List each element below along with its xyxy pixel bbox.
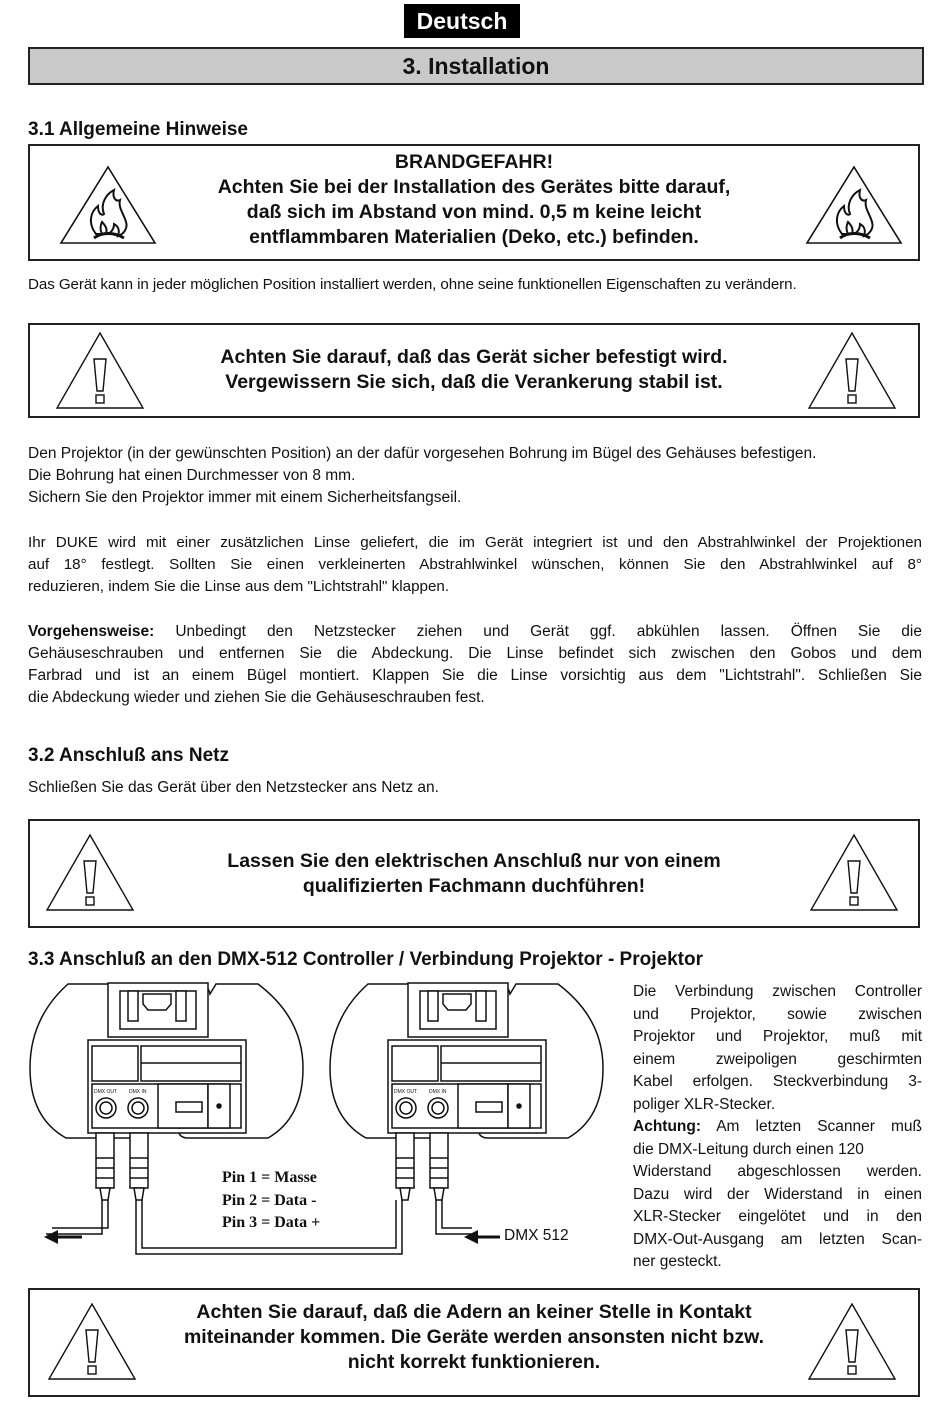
wiring-warning-text: Achten Sie darauf, daß die Adern an keiner Stelle in Kontakt miteinander kommen. Die Geräte werden ansonsten nicht bzw. nicht korrekt funktionieren. bbox=[183, 1301, 765, 1373]
fire-warning-box bbox=[28, 144, 920, 261]
exclamation-warning-icon bbox=[44, 833, 136, 913]
arrow-left-icon bbox=[44, 1230, 58, 1244]
fire-warning-text: BRANDGEFAHR! Achten Sie bei der Installation des Gerätes bitte darauf, daß sich im Abstand von mind. 0,5 m keine leicht entflammbaren Materialien (Deko, etc.) befinden. bbox=[170, 150, 778, 250]
language-label: Deutsch bbox=[404, 4, 520, 38]
mains-paragraph: Schließen Sie das Gerät über den Netzstecker ans Netz an. bbox=[28, 779, 439, 796]
projector-right bbox=[330, 983, 603, 1200]
exclamation-warning-icon bbox=[806, 331, 898, 411]
exclamation-warning-icon bbox=[808, 833, 900, 913]
exclamation-warning-icon bbox=[806, 1302, 898, 1382]
cable-out bbox=[46, 1200, 102, 1234]
fire-warning-icon bbox=[58, 164, 158, 246]
fire-warning-title: BRANDGEFAHR! bbox=[394, 151, 554, 173]
dmx-out-label: DMX OUT bbox=[94, 1089, 118, 1095]
mount-warning-text: Achten Sie darauf, daß das Gerät sicher befestigt wird. Vergewissern Sie sich, daß die Verankerung stabil ist. bbox=[220, 346, 728, 393]
chapter-title: 3. Installation bbox=[28, 47, 924, 85]
achtung-label: Achtung: bbox=[633, 1118, 702, 1135]
arrow-left-icon bbox=[464, 1230, 478, 1244]
exclamation-warning-icon bbox=[46, 1302, 138, 1382]
dmx-in-label: DMX IN bbox=[129, 1089, 147, 1095]
dmx-out-label: DMX OUT bbox=[394, 1089, 418, 1095]
fire-warning-icon bbox=[804, 164, 904, 246]
electrical-warning-box bbox=[28, 819, 920, 928]
dmx-in-label: DMX IN bbox=[429, 1089, 447, 1095]
electrical-warning-text: Lassen Sie den elektrischen Anschluß nur von einem qualifizierten Fachmann duchführen! bbox=[227, 850, 721, 897]
section-heading-3-3: 3.3 Anschluß an den DMX-512 Controller / Verbindung Projektor - Projektor bbox=[28, 949, 703, 970]
position-paragraph: Das Gerät kann in jeder möglichen Position installiert werden, ohne seine funktionellen Eigenschaften zu verändern. bbox=[28, 276, 797, 293]
pin-assignment: Pin 1 = Masse Pin 2 = Data - Pin 3 = Data + bbox=[222, 1169, 321, 1231]
section-heading-3-1: 3.1 Allgemeine Hinweise bbox=[28, 119, 248, 140]
procedure-label: Vorgehensweise: bbox=[28, 623, 155, 640]
connection-description: Die Verbindung zwischen Controller und Projektor, sowie zwischen Projektor und Projektor, muß mit einem zweipoligen geschirmten Kabel erfolgen. Steckverbindung 3- poliger XLR-Stecker. Achtung: Am letzten Scanner muß die DMX-Leitung durch einen 120 Widerstand abgeschlossen werden. Dazu wird der Widerstand in einen XLR-Stecker eingelötet und in den DMX-Out-Ausgang am letzten Scan- ner gesteckt. bbox=[633, 983, 922, 1270]
lens-paragraph: Ihr DUKE wird mit einer zusätzlichen Linse geliefert, die im Gerät integriert ist und den Abstrahlwinkel der Projektionen auf 18° festlegt. Sollten Sie einen verkleinerten Abstrahlwinkel wünschen, können Sie den Abstrahlwinkel auf 8° reduzieren, indem Sie die Linse aus dem "Lichtstrahl" klappen. bbox=[28, 534, 922, 595]
dmx-512-label: DMX 512 bbox=[504, 1227, 569, 1244]
mounting-paragraph: Den Projektor (in der gewünschten Position) an der dafür vorgesehen Bohrung im Bügel des Gehäuses befestigen. Die Bohrung hat einen Durchmesser von 8 mm. Sichern Sie den Projektor immer mit einem Sicherheitsfangseil. bbox=[28, 445, 817, 506]
exclamation-warning-icon bbox=[54, 331, 146, 411]
mount-warning-box bbox=[28, 323, 920, 418]
wiring-warning-box bbox=[28, 1288, 920, 1397]
procedure-paragraph: Vorgehensweise: Unbedingt den Netzstecker ziehen und Gerät ggf. abkühlen lassen. Öffnen Sie die Gehäuseschrauben und entfernen Sie die Abdeckung. Die Linse befindet sich zwischen den Gobos und dem Farbrad und ist an einem Bügel montiert. Klappen Sie die Linse vorsichtig aus dem "Lichtstrahl". Schließen Sie die Abdeckung wieder und ziehen Sie die Gehäuseschrauben fest. bbox=[28, 623, 922, 706]
section-heading-3-2: 3.2 Anschluß ans Netz bbox=[28, 745, 229, 766]
